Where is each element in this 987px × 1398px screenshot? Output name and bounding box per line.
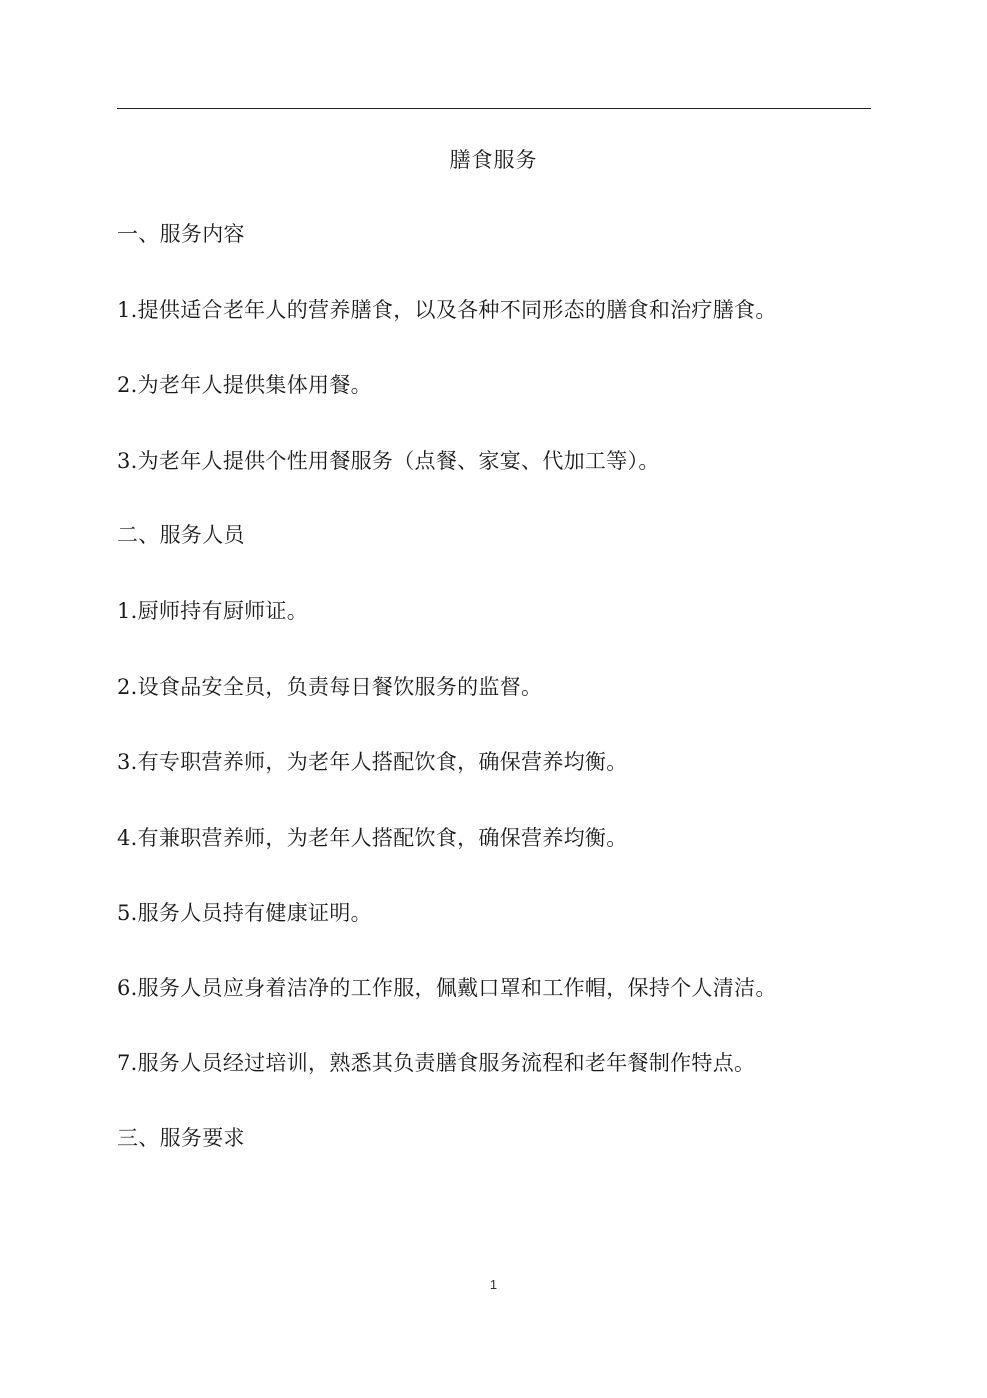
section-heading-staff: 二、服务人员 — [117, 523, 245, 547]
list-item: 1.厨师持有厨师证。 — [117, 599, 309, 623]
list-item: 7.服务人员经过培训，熟悉其负责膳食服务流程和老年餐制作特点。 — [117, 1051, 756, 1075]
list-item: 5.服务人员持有健康证明。 — [117, 901, 372, 925]
list-item: 6.服务人员应身着洁净的工作服，佩戴口罩和工作帽，保持个人清洁。 — [117, 976, 777, 1000]
list-item: 3.为老年人提供个性用餐服务（点餐、家宴、代加工等）。 — [117, 449, 660, 473]
list-item: 1.提供适合老年人的营养膳食，以及各种不同形态的膳食和治疗膳食。 — [117, 298, 777, 322]
document-title: 膳食服务 — [449, 148, 538, 172]
section-heading-requirements: 三、服务要求 — [117, 1126, 245, 1150]
list-item: 4.有兼职营养师，为老年人搭配饮食，确保营养均衡。 — [117, 826, 628, 850]
header-rule — [117, 108, 871, 109]
list-item: 2.为老年人提供集体用餐。 — [117, 373, 372, 397]
list-item: 3.有专职营养师，为老年人搭配饮食，确保营养均衡。 — [117, 750, 628, 774]
list-item: 2.设食品安全员，负责每日餐饮服务的监督。 — [117, 675, 543, 699]
page-number: 1 — [489, 1277, 498, 1292]
section-heading-content: 一、服务内容 — [117, 222, 245, 246]
